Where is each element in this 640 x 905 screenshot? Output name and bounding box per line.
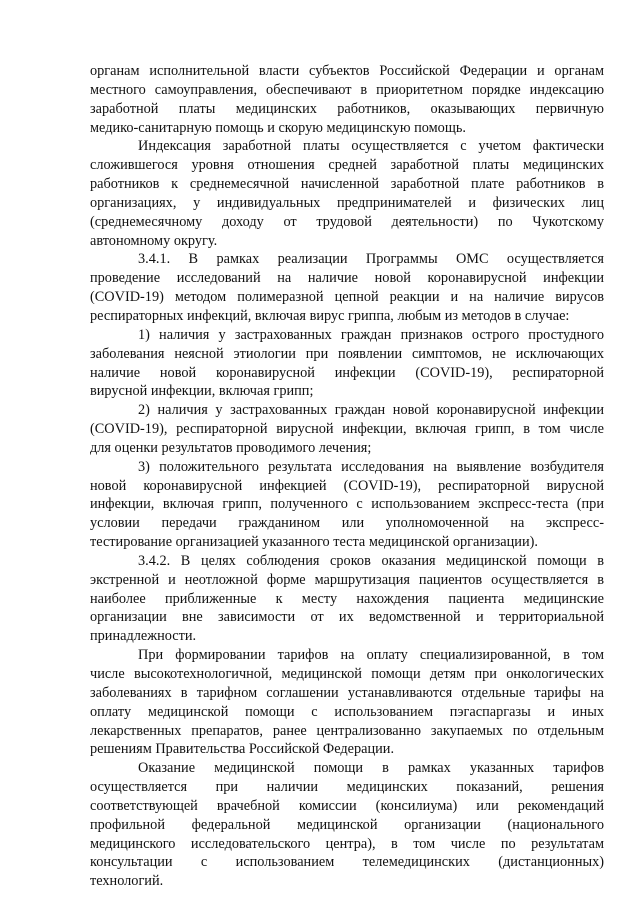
text-line: оплату медицинской помощи с использованием пэгаспаргазы и иных [90,703,604,720]
text-line: технологий. [90,873,164,890]
paragraph-p2 [90,137,604,250]
text-line: 3) положительного результата исследования на выявление возбудителя [138,458,604,475]
text-line: 1) наличия у застрахованных граждан признаков острого простудного [138,326,604,343]
text-line: органам исполнительной власти субъектов Российской Федерации и органам [90,63,604,79]
document-body-text [90,62,604,891]
paragraph-p9 [90,759,604,891]
text-line: проведение исследований на наличие новой коронавирусной инфекции [90,270,604,287]
text-line: консультации с использованием телемедицинских (дистанционных) [90,854,604,871]
text-line: тестирование организацией указанного теста медицинской организации). [90,534,538,551]
paragraph-p3 [90,250,604,325]
text-line: инфекции, включая грипп, полученного с использованием экспресс-теста (при [90,496,604,513]
text-line: осуществляется при наличии медицинских показаний, решения [90,779,604,796]
text-line: медицинского исследовательского центра), в том числе по результатам [90,835,604,852]
text-line: респираторных инфекций, включая вирус гриппа, любым из методов в случае: [90,307,570,324]
text-line: автономному округу. [90,232,218,249]
paragraph-p4 [90,326,604,401]
text-line: работников к среднемесячной начисленной заработной плате работников в [90,176,604,193]
text-line: местного самоуправления, обеспечивают в приоритетном порядке индексацию [90,81,604,98]
text-line: (COVID-19), респираторной вирусной инфекции, включая грипп, в том числе [90,421,604,438]
text-line: наиболее приближенные к месту нахождения пациента медицинские [90,590,604,607]
text-line: медико-санитарную помощь и скорую медицинскую помощь. [90,119,466,136]
text-line: соответствующей врачебной комиссии (консилиума) или рекомендаций [90,797,604,814]
text-line: 2) наличия у застрахованных граждан новой коронавирусной инфекции [138,402,604,419]
paragraph-p6 [90,458,604,552]
paragraph-p5 [90,401,604,458]
paragraph-p1 [90,62,604,137]
text-line: (COVID-19) методом полимеразной цепной реакции и на наличие вирусов [90,289,604,306]
text-line: условии передачи гражданином или уполномоченной на экспресс- [90,515,604,532]
text-line: При формировании тарифов на оплату специализированной, в том [138,647,604,664]
paragraph-p7 [90,552,604,646]
text-line: сложившегося уровня отношения средней заработной платы медицинских [90,157,604,174]
text-line: принадлежности. [90,628,197,645]
paragraph-p8 [90,646,604,759]
text-line: экстренной и неотложной форме маршрутизация пациентов осуществляется в [90,571,604,588]
text-line: 3.4.2. В целях соблюдения сроков оказания медицинской помощи в [138,552,604,569]
text-line: наличие новой коронавирусной инфекции (COVID-19), респираторной [90,364,604,381]
text-line: (среднемесячному доходу от трудовой деятельности) по Чукотскому [90,213,604,230]
text-line: заболевания неясной этиологии при появлении симптомов, не исключающих [90,345,604,362]
text-line: организации вне зависимости от их ведомственной и территориальной [90,609,604,626]
text-line: Индексация заработной платы осуществляется с учетом фактически [138,138,604,155]
text-line: Оказание медицинской помощи в рамках указанных тарифов [138,760,604,777]
text-line: числе высокотехнологичной, медицинской помощи детям при онкологических [90,666,604,682]
text-line: решениям Правительства Российской Федерации. [90,741,395,758]
text-line: новой коронавирусной инфекцией (COVID-19), респираторной вирусной [90,477,604,494]
text-line: вирусной инфекции, включая грипп; [90,383,314,400]
text-line: организациях, у индивидуальных предпринимателей и физических лиц [90,194,604,211]
text-line: 3.4.1. В рамках реализации Программы ОМС осуществляется [138,251,604,268]
text-line: заболеваниях в тарифном соглашении устанавливаются отдельные тарифы на [90,684,604,701]
text-line: заработной платы медицинских работников, оказывающих первичную [90,100,604,117]
text-line: лекарственных препаратов, ранее централизованно закупаемых по отдельным [90,722,604,739]
text-line: профильной федеральной медицинской организации (национального [90,816,604,833]
text-line: для оценки результатов проводимого лечения; [90,439,372,456]
